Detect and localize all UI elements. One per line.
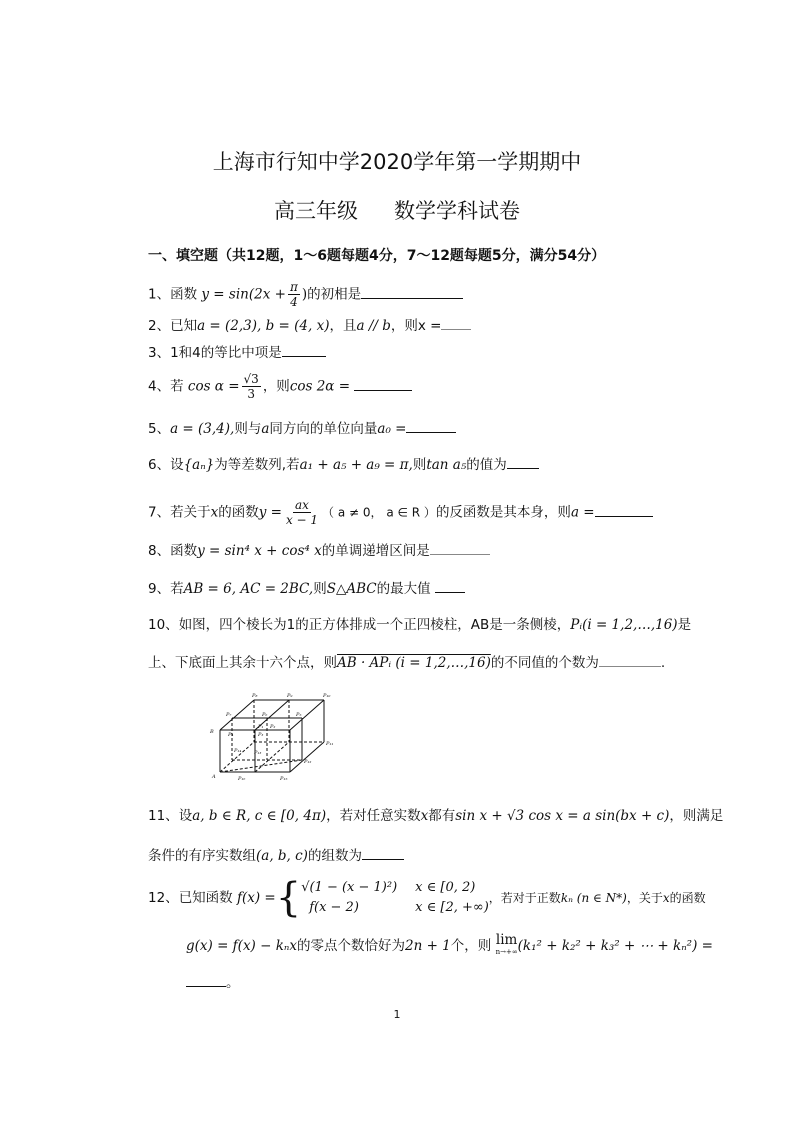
math-expr: cos α = bbox=[187, 378, 240, 395]
piecewise-cases: √(1 − (x − 1)²) f(x − 2) bbox=[301, 880, 398, 915]
math-expr: S△ABC bbox=[326, 581, 377, 597]
label-b: B bbox=[210, 729, 214, 735]
question-number: 7、 bbox=[148, 504, 171, 521]
question-number: 5、 bbox=[148, 421, 171, 437]
question-4: 4、若 cos α = $\frac{√3}{3}$ ，则cos 2α = bbox=[148, 372, 412, 401]
math-expr: a₁ + a₅ + a₉ = π, bbox=[299, 457, 413, 473]
question-5: 5、a = (3,4),则与a同方向的单位向量a₀ = bbox=[148, 418, 456, 439]
math-expr: AB · APᵢ (i = 1,2,…,16) bbox=[337, 655, 491, 671]
question-number: 10、 bbox=[148, 617, 179, 633]
label-p12: P₁₂ bbox=[304, 759, 312, 765]
page-number: 1 bbox=[393, 1008, 401, 1021]
answer-blank[interactable] bbox=[435, 578, 465, 593]
math-expr: y = sin⁴ x + cos⁴ x bbox=[197, 543, 322, 559]
question-number: 4、 bbox=[148, 378, 171, 395]
math-expr: a = (3,4), bbox=[170, 421, 235, 437]
math-expr: sin x + √3 cos x = a sin(bx + c) bbox=[455, 808, 670, 824]
math-expr: a, b ∈ R, c ∈ [0, 4π) bbox=[192, 808, 327, 824]
question-7: 7、若关于x的函数y = $\frac{ax}{x - 1}$ （ a ≠ 0， a ∈ R ）的反函数是其本身，则a = bbox=[148, 498, 653, 527]
answer-blank[interactable] bbox=[595, 502, 653, 517]
piecewise-domains: x ∈ [0, 2) x ∈ [2, +∞) bbox=[415, 880, 489, 915]
label-p6: P₆ bbox=[262, 712, 268, 718]
question-number: 12、 bbox=[148, 890, 179, 906]
question-number: 11、 bbox=[148, 808, 179, 824]
question-12-line3: 。 bbox=[186, 972, 240, 993]
question-11-line2: 条件的有序实数组(a, b, c)的组数为 bbox=[148, 845, 404, 866]
label-p4: P₄ bbox=[228, 732, 234, 738]
question-number: 6、 bbox=[148, 457, 171, 473]
question-12-line1: 12、已知函数 f(x) ={ √(1 − (x − 1)²) f(x − 2) x ∈ [0, 2) x ∈ [2, +∞) ，若对于正数kₙ (n ∈ N*)，关于x的函数 bbox=[148, 875, 706, 921]
label-p15: P₁₅ bbox=[280, 776, 288, 782]
math-expr: (a, b, c) bbox=[256, 848, 308, 864]
question-9: 9、若AB = 6, AC = 2BC,则S△ABC的最大值 bbox=[148, 578, 465, 599]
prism-figure bbox=[204, 688, 344, 788]
figure-labels bbox=[209, 693, 333, 782]
label-p7: P₇ bbox=[226, 712, 232, 718]
question-2: 2、已知a = (2,3), b = (4, x)，且a // b，则x = bbox=[148, 315, 471, 336]
label-p1: P₁ bbox=[258, 724, 264, 730]
math-expr: {aₙ} bbox=[183, 457, 215, 473]
math-expr: (k₁² + k₂² + k₃² + ⋯ + kₙ²) = bbox=[517, 938, 713, 954]
answer-blank[interactable] bbox=[507, 454, 539, 469]
answer-blank[interactable] bbox=[362, 845, 404, 860]
label-p8: P₈ bbox=[252, 693, 258, 699]
answer-blank[interactable] bbox=[430, 540, 490, 555]
question-8: 8、函数y = sin⁴ x + cos⁴ x的单调递增区间是 bbox=[148, 540, 490, 561]
math-expr: tan a₅ bbox=[426, 457, 467, 473]
math-expr: cos 2α = bbox=[289, 378, 351, 395]
fraction: $\frac{\pi}{4}$ bbox=[289, 280, 298, 309]
math-expr: y = sin(2x + bbox=[201, 286, 286, 303]
question-text: 函数 bbox=[170, 286, 198, 303]
grade-label: 高三年级 bbox=[274, 199, 358, 223]
answer-blank[interactable] bbox=[186, 972, 226, 987]
subject-label: 数学学科试卷 bbox=[394, 199, 520, 223]
fraction: $\frac{ax}{x - 1}$ bbox=[285, 498, 319, 527]
question-6: 6、设{aₙ}为等差数列,若a₁ + a₅ + a₉ = π,则tan a₅的值为 bbox=[148, 454, 539, 475]
answer-blank[interactable] bbox=[406, 418, 456, 433]
math-expr: y = bbox=[258, 504, 282, 521]
label-p10: P₁₀ bbox=[323, 693, 331, 699]
label-p3: P₃ bbox=[258, 732, 264, 738]
section-heading: 一、填空题（共12题，1～6题每题4分，7～12题每题5分，满分54分） bbox=[148, 248, 606, 264]
question-10-line1: 10、如图，四个棱长为1的正方体排成一个正四棱柱，AB是一条侧棱，Pᵢ(i = 1,2,…,16)是 bbox=[148, 617, 692, 633]
answer-blank[interactable] bbox=[441, 315, 471, 330]
math-expr: Pᵢ(i = 1,2,…,16) bbox=[570, 617, 678, 633]
label-p14: P₁₄ bbox=[234, 748, 242, 754]
question-12-line2: g(x) = f(x) − kₙx的零点个数恰好为2n + 1个，则 lim n→+∞ (k₁² + k₂² + k₃² + ⋯ + kₙ²) = bbox=[186, 932, 713, 956]
question-number: 8、 bbox=[148, 543, 171, 559]
label-p2: P₂ bbox=[270, 724, 276, 730]
piecewise-brace: { bbox=[275, 875, 302, 921]
label-p16: P₁₆ bbox=[238, 776, 246, 782]
question-number: 1、 bbox=[148, 286, 171, 303]
limit-operator: lim n→+∞ bbox=[495, 932, 518, 956]
fraction: $\frac{√3}{3}$ bbox=[243, 372, 259, 401]
label-p5: P₅ bbox=[296, 712, 302, 718]
label-p9: P₉ bbox=[287, 693, 293, 699]
math-expr: f(x) = bbox=[236, 890, 276, 906]
math-expr: g(x) = f(x) − kₙx bbox=[186, 938, 297, 954]
math-expr: a // b bbox=[356, 318, 391, 334]
exam-title-line1: 上海市行知中学2020学年第一学期期中 bbox=[212, 150, 582, 174]
question-number: 9、 bbox=[148, 581, 171, 597]
answer-blank[interactable] bbox=[599, 652, 661, 667]
label-p13: P₁₃ bbox=[254, 750, 262, 756]
label-p11: P₁₁ bbox=[326, 741, 334, 747]
question-number: 2、 bbox=[148, 318, 171, 334]
question-11-line1: 11、设a, b ∈ R, c ∈ [0, 4π)，若对任意实数x都有sin x + √3 cos x = a sin(bx + c)，则满足 bbox=[148, 808, 724, 824]
label-a: A bbox=[212, 774, 216, 780]
math-expr: AB = 6, AC = 2BC, bbox=[183, 581, 314, 597]
question-3: 3、1和4的等比中项是 bbox=[148, 342, 326, 363]
question-text: 的初相是 bbox=[307, 286, 362, 303]
question-1: 1、函数 y = sin(2x + $\frac{\pi}{4}$ )的初相是 bbox=[148, 280, 463, 309]
exam-title-line2 bbox=[0, 195, 794, 225]
answer-blank[interactable] bbox=[361, 284, 463, 299]
question-10-line2: 上、下底面上其余十六个点，则AB · APᵢ (i = 1,2,…,16)的不同值的个数为 . bbox=[148, 652, 665, 673]
math-expr: a = (2,3), b = (4, x) bbox=[197, 318, 330, 334]
answer-blank[interactable] bbox=[354, 376, 412, 391]
answer-blank[interactable] bbox=[282, 342, 326, 357]
question-number: 3、 bbox=[148, 345, 171, 361]
